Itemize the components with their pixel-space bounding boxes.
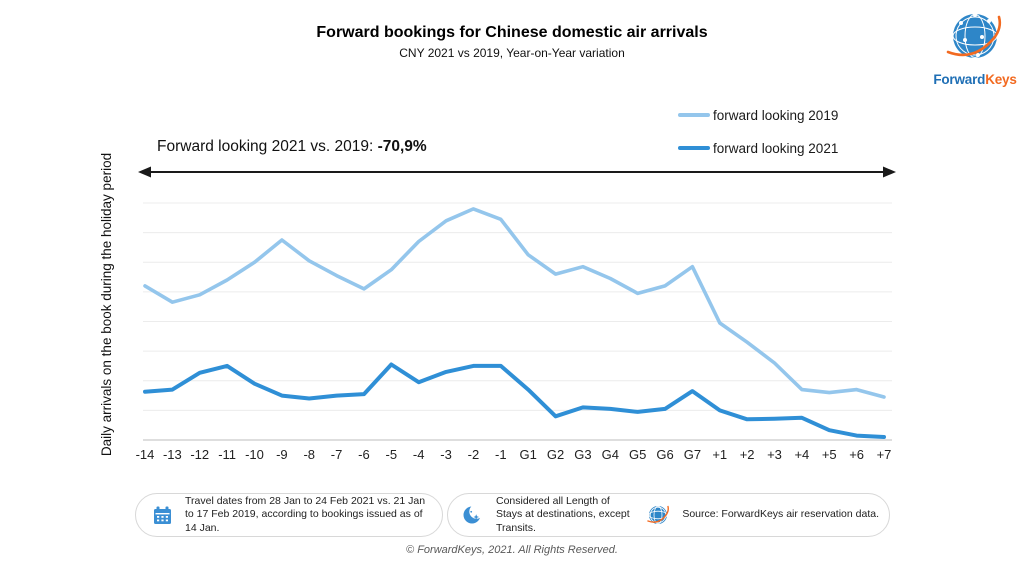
calendar-icon	[152, 505, 173, 526]
x-tick-label: -1	[495, 447, 507, 462]
x-tick-label: -13	[162, 447, 182, 462]
x-tick-label: G7	[683, 447, 702, 462]
brand-keys: Keys	[985, 72, 1017, 87]
x-tick-label: +4	[794, 447, 810, 462]
x-tick-label: G6	[656, 447, 674, 462]
x-tick-label: +1	[712, 447, 728, 462]
x-tick-label: -6	[358, 447, 370, 462]
footnote-travel-dates-text: Travel dates from 28 Jan to 24 Feb 2021 vs. 21 Jan to 17 Feb 2019, according to bookings issued as of 14 Jan.	[185, 494, 426, 534]
x-tick-label: -4	[412, 447, 425, 462]
footnote-stays-text: Considered all Length of Stays at destinations, except Transits.	[496, 494, 630, 534]
footnote-travel-dates	[135, 493, 443, 537]
x-tick-label: -3	[440, 447, 452, 462]
page-subtitle: CNY 2021 vs 2019, Year-on-Year variation	[399, 46, 625, 60]
annotation-prefix: Forward looking 2021 vs. 2019:	[157, 138, 378, 155]
x-tick-label: G3	[574, 447, 592, 462]
moon-icon	[462, 504, 484, 526]
annotation-value: -70,9%	[377, 138, 427, 155]
series-line-2019	[145, 209, 884, 397]
x-tick-label: +7	[876, 447, 892, 462]
x-tick-label: -10	[245, 447, 264, 462]
x-tick-label: G4	[601, 447, 619, 462]
legend-label-2019: forward looking 2019	[713, 107, 839, 123]
x-tick-label: +3	[767, 447, 782, 462]
x-tick-label: -14	[135, 447, 155, 462]
x-tick-label: +5	[821, 447, 837, 462]
x-tick-label: G5	[628, 447, 647, 462]
series-line-2021	[145, 365, 884, 438]
footnote-source-text: Source: ForwardKeys air reservation data.	[682, 508, 879, 521]
x-tick-label: -2	[467, 447, 480, 462]
x-tick-label: -11	[218, 447, 237, 462]
x-tick-label: +2	[739, 447, 755, 462]
legend-label-2021: forward looking 2021	[713, 140, 839, 156]
footnote-stays-and-source	[447, 493, 890, 537]
page-title: Forward bookings for Chinese domestic air arrivals	[316, 24, 708, 41]
y-axis-title: Daily arrivals on the book during the holiday period	[99, 152, 114, 457]
brand-forward: Forward	[933, 72, 986, 87]
x-tick-label: -12	[190, 447, 210, 462]
x-tick-label: -5	[385, 447, 398, 462]
x-tick-label: +6	[849, 447, 865, 462]
x-tick-label: G2	[546, 447, 565, 462]
x-axis-labels	[0, 447, 1024, 465]
copyright-text: © ForwardKeys, 2021. All Rights Reserved.	[406, 544, 618, 556]
x-tick-label: G1	[519, 447, 537, 462]
globe-icon	[646, 503, 670, 527]
x-tick-label: -8	[303, 447, 315, 462]
x-tick-label: -7	[330, 447, 343, 462]
x-tick-label: -9	[276, 447, 288, 462]
